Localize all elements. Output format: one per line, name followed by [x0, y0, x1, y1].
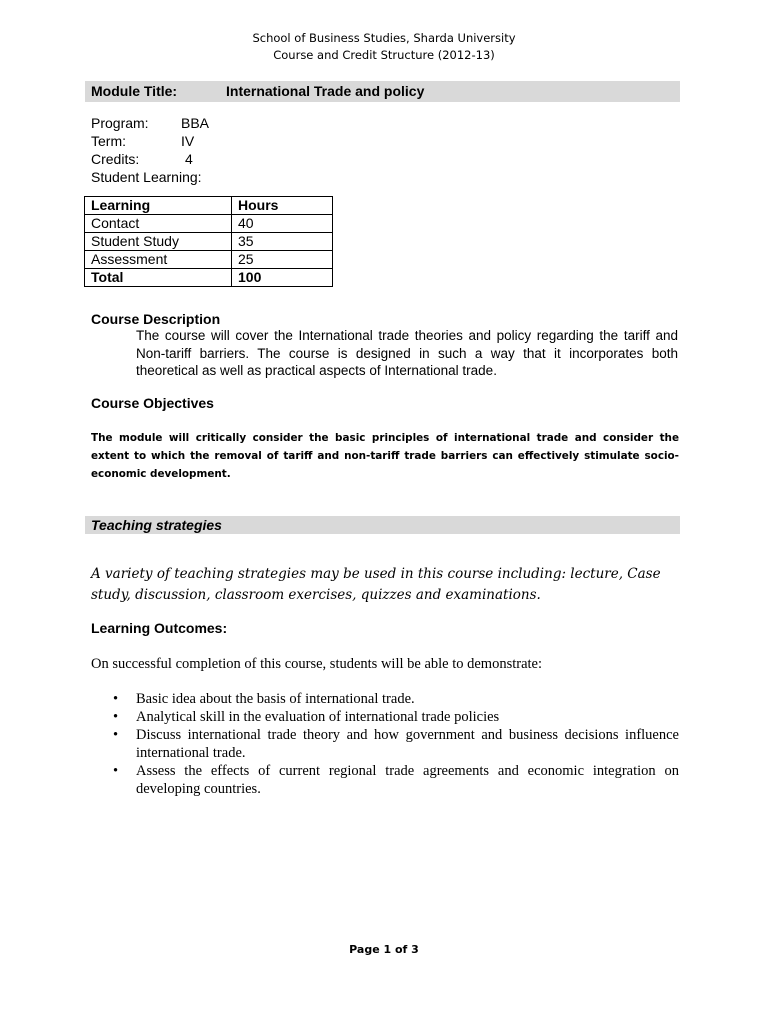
- program-value: BBA: [181, 115, 210, 131]
- list-item: [91, 762, 679, 798]
- header-school: School of Business Studies, Sharda University: [252, 31, 516, 45]
- course-objectives-heading: Course Objectives: [91, 395, 214, 411]
- table-row: [85, 251, 333, 269]
- bullet-icon: •: [113, 727, 119, 743]
- row-label: Contact: [85, 215, 232, 233]
- table-header-row: [85, 197, 333, 215]
- hours-table: [84, 196, 333, 287]
- list-item: [91, 690, 679, 708]
- bullet-icon: •: [113, 763, 119, 779]
- header-hours: Hours: [232, 197, 333, 215]
- row-hours: 25: [232, 251, 333, 269]
- course-description-text: The course will cover the International trade theories and policy regarding the tariff and Non-tariff barriers. The course is designed in such a way that it incorporates both theoretical as well as practical aspects of International trade.: [136, 328, 678, 378]
- course-description-heading: Course Description: [91, 311, 221, 327]
- list-item-text: Basic idea about the basis of international trade.: [136, 691, 415, 707]
- row-label: Student Study: [85, 233, 232, 251]
- student-learning-label: Student Learning:: [91, 169, 202, 185]
- credits-value: 4: [185, 151, 193, 167]
- header-structure: Course and Credit Structure (2012-13): [273, 48, 495, 62]
- term-value: IV: [181, 133, 195, 149]
- learning-outcomes-list: [91, 690, 679, 798]
- row-label: Assessment: [85, 251, 232, 269]
- list-item: [91, 726, 679, 762]
- header-learning: Learning: [85, 197, 232, 215]
- credits-row: [91, 150, 202, 168]
- page-number: Page 1 of 3: [349, 943, 419, 956]
- bullet-icon: •: [113, 691, 119, 707]
- learning-outcomes-heading: Learning Outcomes:: [91, 620, 228, 636]
- row-hours: 35: [232, 233, 333, 251]
- program-row: [91, 114, 210, 132]
- table-row: [85, 233, 333, 251]
- total-label: Total: [85, 269, 232, 287]
- course-objectives-text: The module will critically consider the basic principles of international trade and consider the extent to which the removal of tariff and non-tariff trade barriers can effectively stimulate socio-economic development.: [91, 432, 679, 480]
- credits-label: Credits:: [91, 151, 140, 167]
- term-row: [91, 132, 202, 150]
- term-label: Term:: [91, 133, 126, 149]
- module-title-bar: [85, 81, 680, 102]
- teaching-strategies-heading: Teaching strategies: [91, 517, 222, 533]
- list-item: [91, 708, 679, 726]
- table-total-row: [85, 269, 333, 287]
- learning-outcomes-intro: On successful completion of this course, students will be able to demonstrate:: [91, 656, 543, 672]
- row-hours: 40: [232, 215, 333, 233]
- page-header: [0, 30, 768, 64]
- program-info: [91, 114, 210, 186]
- module-title-value: International Trade and policy: [226, 83, 425, 99]
- list-item-text: Analytical skill in the evaluation of international trade policies: [136, 709, 500, 725]
- student-learning-row: [91, 168, 202, 186]
- teaching-strategies-bar: [85, 516, 680, 534]
- program-label: Program:: [91, 115, 149, 131]
- list-item-text: Discuss international trade theory and how government and business decisions influence international trade.: [136, 727, 679, 761]
- module-title-label: Module Title:: [91, 83, 178, 99]
- teaching-strategies-text: A variety of teaching strategies may be used in this course including: lecture, Case study, discussion, classroom exercises, quizzes and examinations.: [91, 566, 661, 603]
- total-hours: 100: [232, 269, 333, 287]
- table-row: [85, 215, 333, 233]
- bullet-icon: •: [113, 709, 119, 725]
- list-item-text: Assess the effects of current regional trade agreements and economic integration on developing countries.: [136, 763, 679, 797]
